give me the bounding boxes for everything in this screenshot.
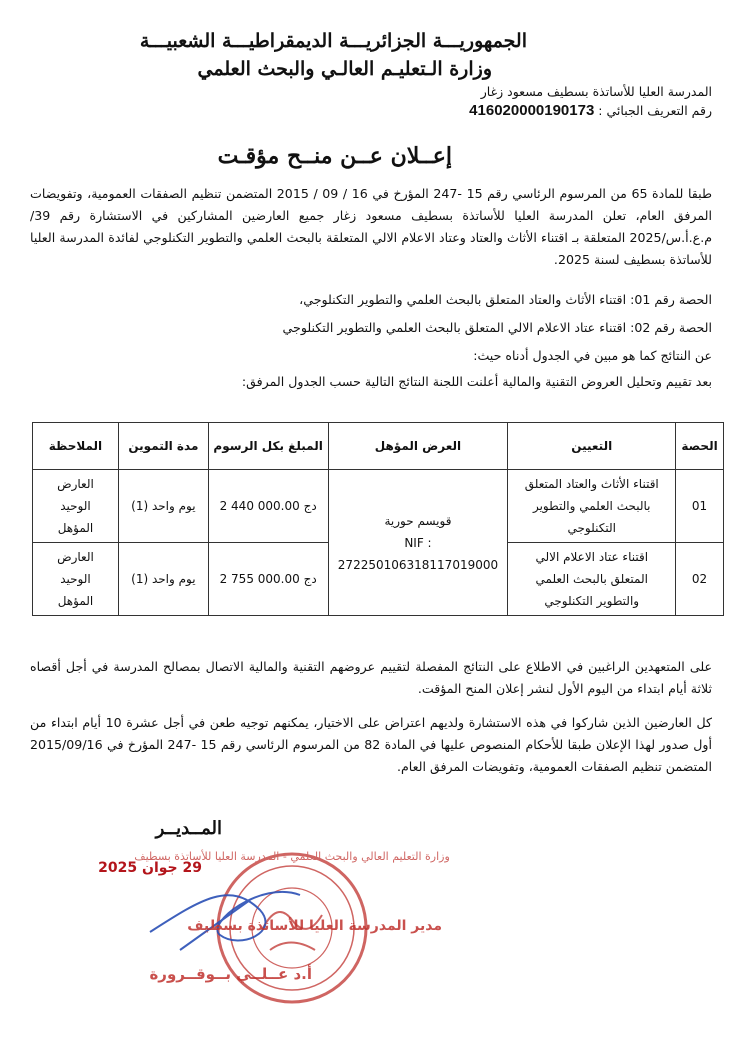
table-header-row bbox=[33, 423, 724, 470]
cell-duration: يوم واحد (1) bbox=[118, 470, 208, 543]
cell-amount bbox=[208, 543, 328, 616]
cell-lot: 02 bbox=[676, 543, 724, 616]
results-table bbox=[32, 422, 724, 616]
tax-id-row bbox=[469, 102, 712, 119]
lot-2-line: الحصة رقم 02: اقتناء عتاد الاعلام الالي المتعلق بالبحث العلمي والتطوير التكنلوجي bbox=[282, 320, 712, 335]
evaluation-line: بعد تقييم وتحليل العروض التقنية والمالية أعلنت اللجنة النتائج التالية حسب الجدول المرفق: bbox=[241, 374, 712, 389]
stamp-director-name: أ.د عــلــي بــوقــرورة bbox=[149, 965, 312, 983]
header-duration: مدة التموين bbox=[118, 423, 208, 470]
cell-designation: اقتناء عتاد الاعلام الالي المتعلق بالبحث العلمي والتطوير التكنلوجي bbox=[508, 543, 676, 616]
tax-id-number: 416020000190173 bbox=[469, 102, 595, 119]
header-bidder: العرض المؤهل bbox=[328, 423, 508, 470]
intro-paragraph: طبقا للمادة 65 من المرسوم الرئاسي رقم 15 -247 المؤرخ في 16 / 09 / 2015 المتضمن تنظيم الصفقات العمومية، وتفويضات المرفق العام، تعلن المدرسة العليا للأساتذة بسطيف مسعود زغار جميع العارضين المشاركين في الاستشارة رقم 39/م.ع.أ.س/2025 المتعلقة بـ اقتناء الأثاث والعتاد وعتاد الاعلام الالي المتعلقة بالبحث العلمي والتطوير التكنلوجي لفائدة المدرسة العليا للأساتذة بسطيف لسنة 2025. bbox=[30, 186, 713, 267]
header-designation: التعيين bbox=[508, 423, 676, 470]
bidder-name: قويسم حورية bbox=[384, 513, 452, 528]
header-amount: المبلغ بكل الرسوم bbox=[208, 423, 328, 470]
cell-lot: 01 bbox=[676, 470, 724, 543]
seal-text: وزارة التعليم العالي والبحث العلمي - المدرسة العليا للأساتذة بسطيف bbox=[134, 850, 450, 863]
cell-bidder bbox=[328, 470, 508, 616]
cell-amount bbox=[208, 470, 328, 543]
director-title: المــديــر bbox=[155, 818, 222, 839]
tax-id-label: رقم التعريف الجبائي : bbox=[598, 103, 712, 118]
ministry-header: وزارة الـتعليـم العالـي والبحث العلمي bbox=[197, 58, 492, 80]
cell-duration: يوم واحد (1) bbox=[118, 543, 208, 616]
republic-header: الجمهوريـــة الجزائريـــة الديمقراطيـــة الشعبيـــة bbox=[139, 30, 527, 52]
header-lot: الحصة bbox=[676, 423, 724, 470]
signature-date: 29 جوان 2025 bbox=[98, 860, 202, 876]
consultation-paragraph: على المتعهدين الراغبين في الاطلاع على النتائج المفصلة لتقييم عروضهم التقنية والمالية الاتصال بمصالح المدرسة في أجل أقصاه ثلاثة أيام ابتداء من اليوم الأول لنشر إعلان المنح المؤقت. bbox=[30, 659, 712, 696]
amount-value: 2 440 000.00 دج bbox=[219, 499, 317, 513]
table-row bbox=[33, 470, 724, 543]
cell-note: العارض الوحيد المؤهل bbox=[33, 470, 119, 543]
cell-designation: اقتناء الأثاث والعتاد المتعلق بالبحث العلمي والتطوير التكنلوجي bbox=[508, 470, 676, 543]
appeal-paragraph: كل العارضين الذين شاركوا في هذه الاستشارة ولديهم اعتراض على الاختيار، يمكنهم توجيه طعن في أجل عشرة 10 أيام ابتداء من أول صدور لهذا الإعلان طبقا للأحكام المنصوص عليها في المادة 82 من المرسوم الرئاسي رقم 15 -247 المؤرخ في 2015/09/16 المتضمن تنظيم الصفقات العمومية، وتفويضات المرفق العام. bbox=[30, 715, 712, 774]
bidder-nif: NIF : 272250106318117019000 bbox=[337, 535, 499, 572]
stamp-director-title: مدير المدرسة العليا للأساتذة بسطيف bbox=[187, 918, 442, 934]
amount-value: 2 755 000.00 دج bbox=[219, 572, 317, 586]
results-line: عن النتائج كما هو مبين في الجدول أدناه حيث: bbox=[473, 348, 712, 363]
lot-1-line: الحصة رقم 01: اقتناء الأثاث والعتاد المتعلق بالبحث العلمي والتطوير التكنلوجي، bbox=[299, 292, 712, 307]
announcement-title: إعــلان عــن منــح مؤقـت bbox=[217, 143, 452, 169]
header-note: الملاحظة bbox=[33, 423, 119, 470]
official-seal-icon bbox=[0, 840, 742, 1048]
cell-note: العارض الوحيد المؤهل bbox=[33, 543, 119, 616]
school-name: المدرسة العليا للأساتذة بسطيف مسعود زغار bbox=[480, 84, 712, 99]
